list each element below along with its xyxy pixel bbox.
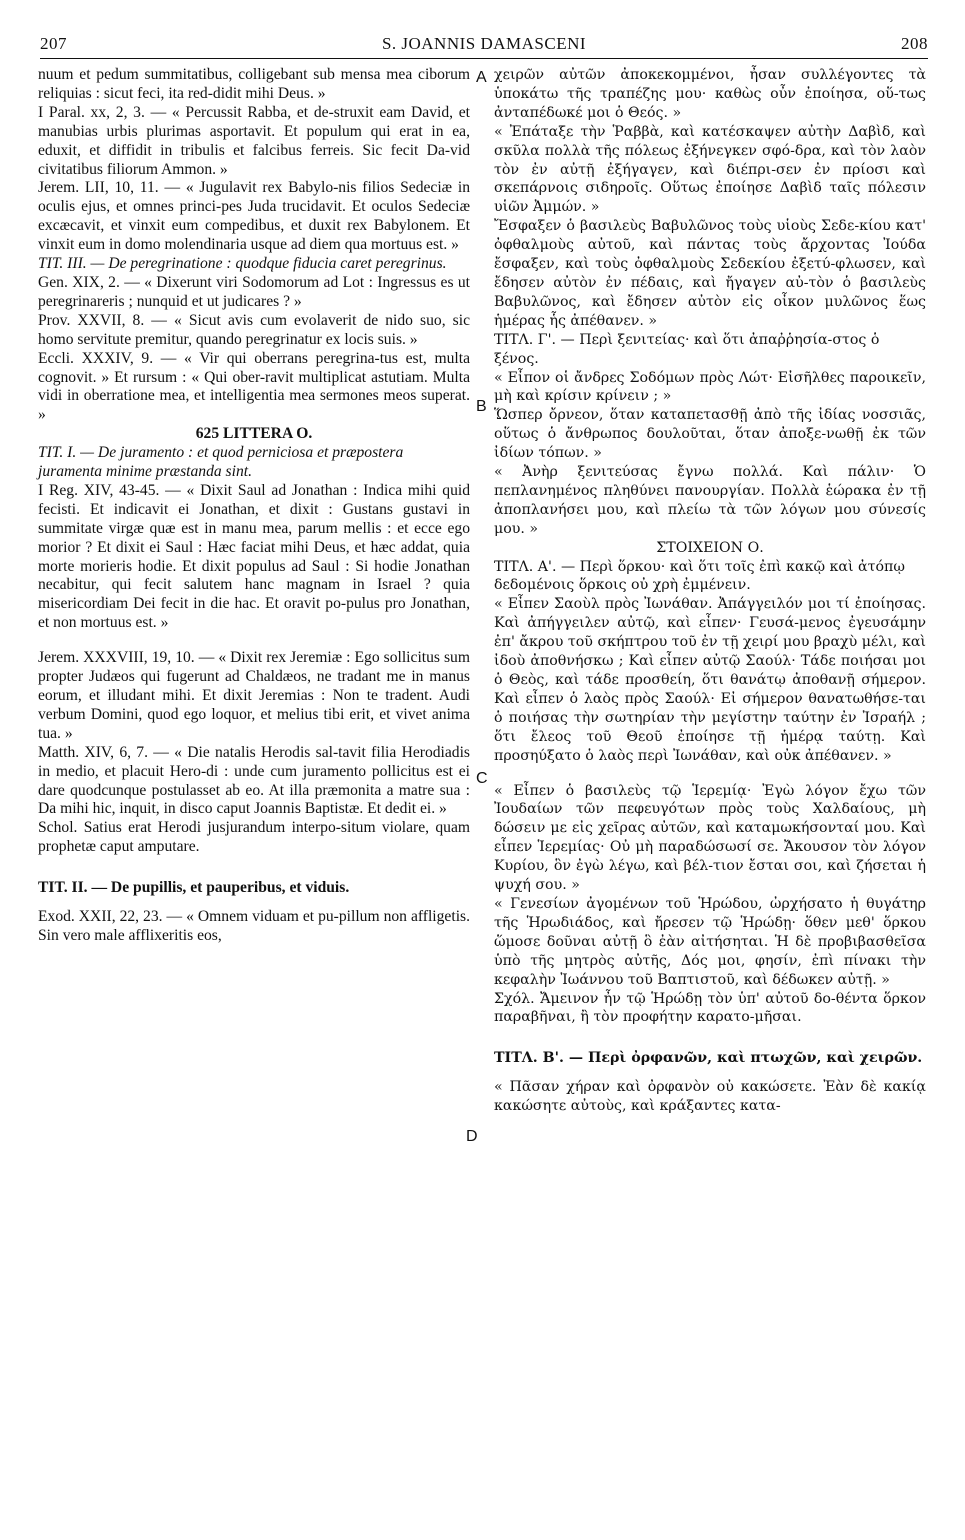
latin-paragraph: I Reg. XIV, 43-45. — « Dixit Saul ad Jonathan : Indica mihi quid fecisti. Et indicavit ei Jonathan, et dixit : Gustans gustavi in summitate virgæ quæ est in manu mea, parum mellis : et ecce ego morior ? Et dixit ei Saul : Hæc faciat mihi Deus, et hæc addat, quia morte morieris hodie. Et dixit populus ad Saul : Si hodie Jonathan necabitur, qui fecit salutem hanc magnam in Israel ? quia misericordiam Dei fecit in die hac. Et oravit po-pulus pro Jonathan, et non mortuus est. » [38, 481, 470, 632]
margin-letter-d: D [466, 1128, 478, 1145]
latin-paragraph: Schol. Satius erat Herodi jusjurandum interpo-situm violare, quam prophetæ caput amputare. [38, 819, 470, 856]
greek-paragraph: Ἔσφαξεν ὁ βασιλεὺς Βαβυλῶνος τοὺς υἱοὺς Σεδε-κίου κατ' ὀφθαλμοὺς αὐτοῦ, καὶ πάντας τοὺς ἄρχοντας Ἰούδα ἔσφαξεν, καὶ τοὺς ὀφθαλμοὺς Σεδεκίου ἐξετύ-φλωσεν, καὶ ἔδησεν αὐτὸν ἐν πέδαις, καὶ ἤγαγεν αὐ-τὸν ὁ βασιλεὺς Βαβυλῶνος, καὶ ἔδησεν αὐτὸν εἰς οἶκον μυλῶνος ἕως ἡμέρας ἧς ἀπέθανεν. » [494, 218, 926, 329]
margin-letter-a: A [476, 69, 487, 86]
latin-paragraph: Exod. XXII, 22, 23. — « Omnem viduam et pu-pillum non affligetis. Sin vero male afflixeritis eos, [38, 908, 470, 944]
latin-paragraph: nuum et pedum summitatibus, colligebant sub mensa mea ciborum reliquias : sicut feci, ita red-didit mihi Deus. » [38, 66, 470, 102]
greek-paragraph: « Γενεσίων ἀγομένων τοῦ Ἡρώδου, ὠρχήσατο ἡ θυγάτηρ τῆς Ἡρωδιάδος, καὶ ἤρεσεν τῷ Ἡρώδῃ· ὅθεν μεθ' ὅρκου ὥμοσε δοῦναι αὐτῇ ὃ ἐὰν αἰτήσηται. Ἡ δὲ προβιβασθεῖσα ὑπὸ τῆς μητρὸς αὐτῆς, Δός μοι, φησίν, ἐπὶ πίνακι τὴν κεφαλὴν Ἰωάννου τοῦ Βαπτιστοῦ, καὶ δέδωκεν αὐτῇ. » [494, 895, 926, 988]
margin-letter-b: B [476, 398, 487, 415]
greek-paragraph: « Ἀνὴρ ξενιτεύσας ἔγνω πολλά. Καὶ πάλιν· Ὁ πεπλανημένος πληθύνει πανουργίαν. Πολλὰ ἑώρακα ἐν τῇ ἀποπλανήσει μου, καὶ πλείω τὰ τῶν λόγων μου σύνεσίς μου. » [494, 464, 926, 537]
greek-paragraph: « Ἐπάταξε τὴν Ῥαββὰ, καὶ κατέσκαψεν αὐτὴν Δαβὶδ, καὶ σκῦλα πολλὰ τῆς πόλεως ἐξήνεγκεν σφό-δρα, καὶ τὸν λαὸν τὸν ἐν αὐτῇ ἐξήγαγεν, καὶ διέπρι-σεν ἐν πρίοσι καὶ σκεπάρνοις σιδηροῖς. Οὕτως ἐποίησε Δαβὶδ ταῖς πόλεσιν υἱῶν Ἀμμών. » [494, 123, 926, 216]
greek-paragraph: « Εἶπον οἱ ἄνδρες Σοδόμων πρὸς Λώτ· Εἰσῆλθες παροικεῖν, μὴ καὶ κρίσιν κρίνειν ; » [494, 369, 926, 405]
running-header [40, 30, 928, 59]
greek-column [494, 66, 926, 1116]
page-number-left: 207 [40, 34, 67, 53]
greek-letter-heading: ΣΤΟΙΧΕΙΟΝ Ο. [656, 539, 764, 556]
latin-section-title: TIT. III. — De peregrinatione : quodque fiducia caret peregrinus. [38, 255, 447, 273]
latin-paragraph: Prov. XXVII, 8. — « Sicut avis cum evolaverit de nido suo, sic homo servitute premitur, quando peregrinatur ex locis suis. » [38, 311, 470, 348]
latin-paragraph: Jerem. XXXVIII, 19, 10. — « Dixit rex Jeremiæ : Ego sollicitus sum propter Judæos qui fugerunt ad Chaldæos, ne tradant me in manus eorum, et illudant mihi. Et dixit Jeremias : Non te tradent. Audi verbum Domini, quod ego loquor, et melius tibi erit, et vivet anima tua. » [38, 649, 470, 742]
greek-paragraph: Ὥσπερ ὄρνεον, ὅταν καταπετασθῇ ἀπὸ τῆς ἰδίας νοσσιᾶς, οὕτως ὁ ἄνθρωπος δουλοῦται, ὅταν ἀποξε-νωθῇ ἐκ τῶν ἰδίων τόπων. » [494, 407, 926, 462]
latin-letter-heading: 625 LITTERA O. [195, 425, 313, 443]
page-number-right: 208 [901, 34, 928, 53]
latin-paragraph: Gen. XIX, 2. — « Dixerunt viri Sodomorum ad Lot : Ingressus es ut peregrinareris ; nunquid et ut judicares ? » [38, 273, 470, 310]
latin-paragraph: Eccli. XXXIV, 9. — « Vir qui oberrans peregrina-tus est, multa cognovit. » Et rursum : « Qui ober-ravit multiplicat astutiam. Multa vidi in oberratione mea, et intelligentia mea sermones meos superat. » [38, 349, 470, 424]
greek-paragraph: Σχόλ. Ἄμεινον ἦν τῷ Ἡρώδῃ τὸν ὑπ' αὐτοῦ δο-θέντα ὅρκον παραβῆναι, ἢ τὸν προφήτην καρατο-μῆσαι. [494, 990, 926, 1026]
greek-section-title: ΤΙΤΛ. Α'. — Περὶ ὅρκου· καὶ ὅτι τοῖς ἐπὶ κακῷ καὶ ἀτόπῳ δεδομένοις ὅρκοις οὐ χρὴ ἐμμένειν. [494, 558, 905, 594]
greek-paragraph: χειρῶν αὐτῶν ἀποκεκομμένοι, ἦσαν συλλέγοντες τὰ ὑποκάτω τῆς τραπέζης μου· καθὼς οὖν ἐποίησα, οὕ-τως ἀνταπέδωκέ μοι ὁ Θεός. » [494, 67, 926, 121]
latin-paragraph: I Paral. xx, 2, 3. — « Percussit Rabba, et de-struxit eam David, et manubias urbis plurimas asportavit. Et populum qui erat in ea, eduxit, et diffidit in tribulis et falcibus ferreis. Sic fecit Da-vid civitatibus filiorum Ammon. » [38, 103, 470, 178]
latin-column [38, 66, 470, 946]
latin-section-title: TIT. I. — De juramento : et quod perniciosa et præpostera juramenta minime præstanda sint. [38, 444, 404, 481]
greek-paragraph: « Εἶπεν ὁ βασιλεὺς τῷ Ἱερεμίᾳ· Ἐγὼ λόγον ἔχω τῶν Ἰουδαίων τῶν πεφευγότων πρὸς τοὺς Χαλδαίους, μὴ δώσειν με εἰς χεῖρας αὐτῶν, καὶ καταμωκήσονταί μου. Καὶ εἶπεν Ἱερεμίας· Οὐ μὴ παραδώσωσί σε. Ἄκουσον τὸν λόγον Κυρίου, ὃν ἐγὼ λέγω, καὶ βέλ-τιον ἔσται σοι, καὶ ζήσεται ἡ ψυχή σου. » [494, 782, 926, 894]
greek-paragraph: « Εἶπεν Σαοὺλ πρὸς Ἰωνάθαν. Ἀπάγγειλόν μοι τί ἐποίησας. Καὶ ἀπήγγειλεν αὐτῷ, καὶ εἶπεν· Γευσά-μενος ἐγευσάμην ἐπ' ἄκρου τοῦ σκήπτρου τοῦ ἐν τῇ χειρί μου βραχὺ μέλι, καὶ ἰδοὺ ἀποθνήσκω ; Καὶ εἶπεν αὐτῷ Σαούλ· Τάδε ποιήσαι μοι ὁ Θεὸς, καὶ τάδε προσθείη, ὅτι θανάτῳ ἀποθανῇ σήμερον. Καὶ εἶπεν ὁ λαὸς πρὸς Σαούλ· Εἰ σήμερον θανατωθήσε-ται ὁ ποιήσας τὴν σωτηρίαν τὴν μεγίστην ταύτην ἐν Ἰσραήλ ; ὅτι ἔλεος τοῦ Θεοῦ ἐποίησε τῇ ἡμέρᾳ ταύτῃ. Καὶ προσηύξατο ὁ λαὸς περὶ Ἰωνάθαν, καὶ οὐκ ἀπέθανεν. » [494, 596, 926, 764]
latin-section-title: TIT. II. — De pupillis, et pauperibus, et viduis. [38, 879, 350, 897]
latin-paragraph: Jerem. LII, 10, 11. — « Jugulavit rex Babylo-nis filios Sedeciæ in oculis ejus, et omnes princi-pes Juda trucidavit. Et oculos Sedeciæ excæcavit, et vinxit eum compedibus, et duxit rex Babylonem. Et vinxit eum in domo molendinaria usque ad diem qua mortuus est. » [38, 179, 470, 254]
margin-letter-c: C [476, 770, 488, 787]
latin-paragraph: Matth. XIV, 6, 7. — « Die natalis Herodis sal-tavit filia Herodiadis in medio, et placuit Hero-di : unde cum juramento pollicitus est ei dare quodcunque postulasset ab eo. At illa præmonita a matre sua : Da mihi hic, inquit, in disco caput Joannis Baptistæ. Et dedit ei. » [38, 743, 470, 818]
greek-section-title: ΤΙΤΛ. Γ'. — Περὶ ξενιτείας· καὶ ὅτι ἀπαῤῥησία-στος ὁ ξένος. [494, 331, 880, 367]
running-title: S. JOANNIS DAMASCENI [381, 34, 587, 53]
greek-section-title: ΤΙΤΛ. Β'. — Περὶ ὀρφανῶν, καὶ πτωχῶν, καὶ χειρῶν. [494, 1050, 923, 1067]
greek-paragraph: « Πᾶσαν χήραν καὶ ὀρφανὸν οὐ κακώσετε. Ἐὰν δὲ κακίᾳ κακώσητε αὐτοὺς, καὶ κράξαντες κατα- [494, 1079, 926, 1115]
